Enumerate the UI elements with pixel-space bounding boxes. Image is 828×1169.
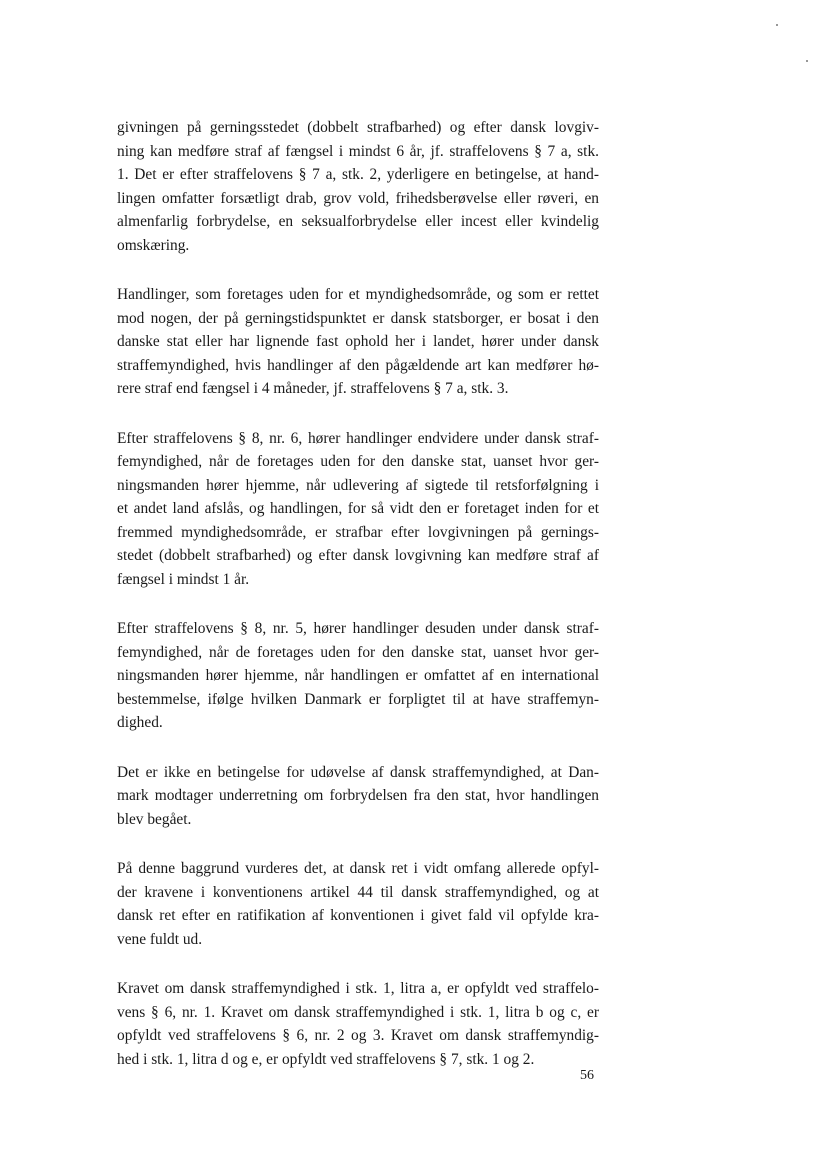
- paragraph-line: et andet land afslås, og handlingen, for så vidt den er foretaget inden for et: [117, 500, 599, 517]
- paragraph: [117, 617, 599, 735]
- paragraph-line: Det er ikke en betingelse for udøvelse af dansk straffemyndighed, at Dan-: [117, 763, 599, 781]
- paragraph-line: fremmed myndighedsområde, er strafbar efter lovgivningen på gernings-: [117, 523, 599, 541]
- paragraph-line: stedet (dobbelt strafbarhed) og efter dansk lovgivning kan medføre straf af: [117, 547, 599, 564]
- paragraph-line: dighed.: [117, 714, 163, 731]
- paragraph-line: Efter straffelovens § 8, nr. 6, hører handlinger endvidere under dansk straf-: [117, 429, 599, 447]
- paragraph-line: vene fuldt ud.: [117, 930, 203, 948]
- paragraph: [117, 283, 599, 401]
- scan-speck: [776, 24, 778, 26]
- paragraph: [117, 761, 599, 832]
- paragraph-line: På denne baggrund vurderes det, at dansk ret i vidt omfang allerede opfyl-: [117, 860, 599, 877]
- paragraph-line: straffemyndighed, hvis handlinger af den pågældende art kan medfører hø-: [117, 356, 599, 374]
- paragraph-line: 1. Det er efter straffelovens § 7 a, stk. 2, yderligere en betingelse, at hand-: [117, 166, 599, 183]
- paragraph-line: opfyldt ved straffelovens § 6, nr. 2 og 3. Kravet om dansk straffemyndig-: [117, 1027, 599, 1044]
- paragraph-line: ningsmanden hører hjemme, når udlevering af sigtede til retsforfølgning i: [117, 476, 599, 494]
- scan-speck: [806, 60, 808, 62]
- paragraph-line: Handlinger, som foretages uden for et myndighedsområde, og som er rettet: [117, 286, 599, 303]
- paragraph: [117, 857, 599, 951]
- paragraph-line: Efter straffelovens § 8, nr. 5, hører handlinger desuden under dansk straf-: [117, 620, 599, 637]
- paragraph-line: fængsel i mindst 1 år.: [117, 570, 250, 588]
- paragraph-line: femyndighed, når de foretages uden for den danske stat, uanset hvor ger-: [117, 643, 599, 661]
- paragraph-line: ningsmanden hører hjemme, når handlingen er omfattet af en international: [117, 667, 599, 684]
- paragraph-line: bestemmelse, ifølge hvilken Danmark er forpligtet til at have straffemyn-: [117, 690, 599, 708]
- paragraph-line: ning kan medføre straf af fængsel i mindst 6 år, jf. straffelovens § 7 a, stk.: [117, 142, 599, 160]
- paragraph-line: blev begået.: [117, 810, 192, 828]
- paragraph-line: danske stat eller har lignende fast ophold her i landet, hører under dansk: [117, 333, 599, 350]
- paragraph-line: dansk ret efter en ratifikation af konventionen i givet fald vil opfylde kra-: [117, 907, 599, 924]
- paragraph-line: almenfarlig forbrydelse, en seksualforbrydelse eller incest eller kvindelig: [117, 213, 599, 230]
- paragraph-line: der kravene i konventionens artikel 44 til dansk straffemyndighed, og at: [117, 883, 599, 901]
- body-text: [117, 116, 599, 1097]
- paragraph-line: hed i stk. 1, litra d og e, er opfyldt ved straffelovens § 7, stk. 1 og 2.: [117, 1050, 535, 1068]
- paragraph-line: givningen på gerningsstedet (dobbelt strafbarhed) og efter dansk lovgiv-: [117, 119, 599, 136]
- paragraph: [117, 427, 599, 592]
- paragraph-line: mark modtager underretning om forbrydelsen fra den stat, hvor handlingen: [117, 787, 599, 804]
- paragraph-line: omskæring.: [117, 236, 190, 254]
- paragraph-line: Kravet om dansk straffemyndighed i stk. 1, litra a, er opfyldt ved straffelo-: [117, 980, 599, 997]
- paragraph-line: lingen omfatter forsætligt drab, grov vold, frihedsberøvelse eller røveri, en: [117, 189, 599, 207]
- paragraph-line: mod nogen, der på gerningstidspunktet er dansk statsborger, er bosat i den: [117, 309, 599, 327]
- paragraph: [117, 977, 599, 1071]
- paragraph-line: vens § 6, nr. 1. Kravet om dansk straffemyndighed i stk. 1, litra b og c, er: [117, 1003, 599, 1021]
- paragraph-line: femyndighed, når de foretages uden for den danske stat, uanset hvor ger-: [117, 453, 599, 470]
- paragraph-line: rere straf end fængsel i 4 måneder, jf. straffelovens § 7 a, stk. 3.: [117, 380, 509, 397]
- paragraph: [117, 116, 599, 257]
- page-number: 56: [580, 1068, 594, 1083]
